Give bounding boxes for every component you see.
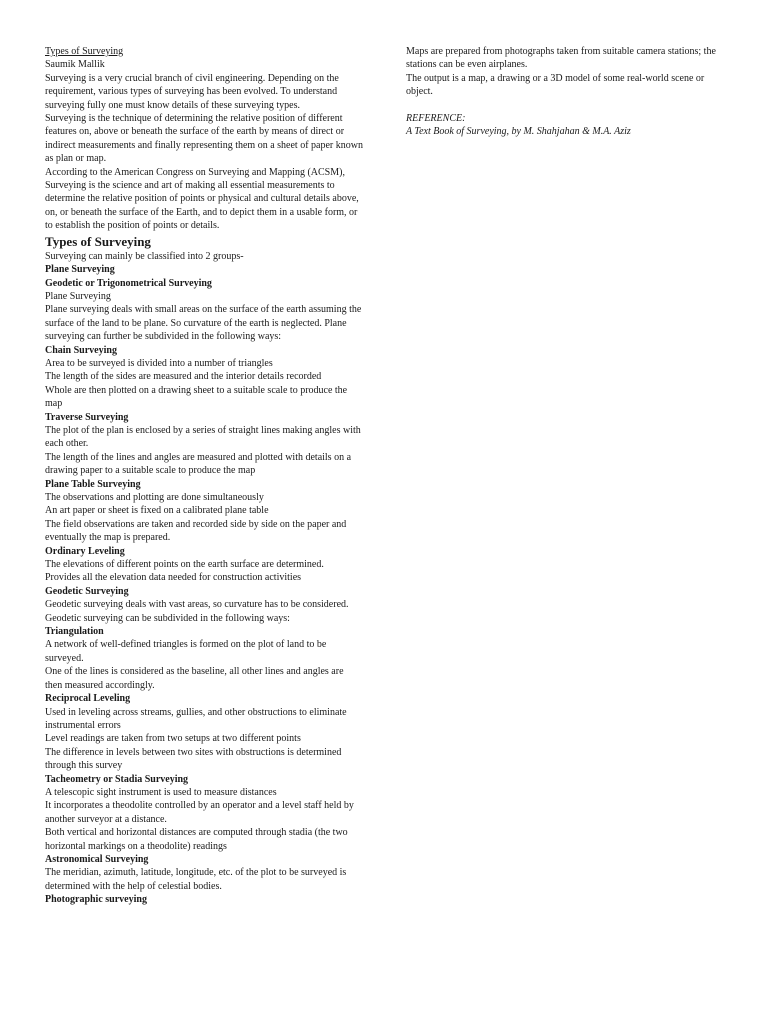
list-item: Area to be surveyed is divided into a number of triangles [45,357,273,369]
subheading-geodetic-surveying: Geodetic Surveying [45,585,129,597]
spacer [406,99,728,112]
plane-description: Plane surveying deals with small areas on the surface of the earth assuming the surface of the land to be plane. So curvature of the earth is neglected. Plane surveying can further be subdivided in the following ways: [45,304,362,343]
right-column [406,45,728,138]
list-item: Used in leveling across streams, gullies, and other obstructions to eliminate instrumental errors [45,706,347,731]
reference-citation: A Text Book of Surveying, by M. Shahjahan & M.A. Aziz [406,126,631,138]
list-item: An art paper or sheet is fixed on a calibrated plane table [45,505,269,517]
group-geodetic-surveying: Geodetic or Trigonometrical Surveying [45,277,212,289]
list-item: One of the lines is considered as the baseline, all other lines and angles are then measured accordingly. [45,666,344,691]
list-item: The plot of the plan is enclosed by a series of straight lines making angles with each other. [45,424,361,450]
subheading-tacheometry: Tacheometry or Stadia Surveying [45,773,189,785]
list-item: The meridian, azimuth, latitude, longitude, etc. of the plot to be surveyed is determined with the help of celestial bodies. [45,867,347,892]
list-item: Both vertical and horizontal distances are computed through stadia (the two horizontal markings on a theodolite) readings [45,827,348,852]
list-item: It incorporates a theodolite controlled by an operator and a level staff held by another surveyor at a distance. [45,800,354,825]
intro-paragraph: According to the American Congress on Surveying and Mapping (ACSM), [45,166,345,178]
list-item: Provides all the elevation data needed for construction activities [45,572,302,584]
subheading-traverse-surveying: Traverse Surveying [45,411,129,423]
list-item: The field observations are taken and recorded side by side on the paper and eventually the map is prepared. [45,518,347,544]
intro-paragraph: Surveying is the science and art of making all essential measurements to determine the relative position of points or physical and cultural details above, on, or beneath the surface of the Earth, and to depict them in a usable form, or to establish the position of points or details. [45,180,359,232]
list-item: The length of the sides are measured and the interior details recorded [45,371,322,383]
reference-label: REFERENCE: [406,112,466,124]
intro-paragraph: Surveying is the technique of determining the relative position of different features on, above or beneath the surface of the earth by means of direct or indirect measurements and finally representing them on a sheet of paper known as plan or map. [45,113,363,165]
list-item: Maps are prepared from photographs taken from suitable camera stations; the stations can be even airplanes. [406,46,716,71]
list-item: The output is a map, a drawing or a 3D model of some real-world scene or object. [406,72,705,98]
list-item: The length of the lines and angles are measured and plotted with details on a drawing paper to a suitable scale to produce the map [45,451,352,477]
group-plane-surveying: Plane Surveying [45,264,115,276]
list-item: A network of well-defined triangles is formed on the plot of land to be surveyed. [45,639,327,664]
list-item: The observations and plotting are done simultaneously [45,492,264,503]
groups-intro: Surveying can mainly be classified into 2 groups- [45,250,244,262]
subheading-ordinary-leveling: Ordinary Leveling [45,545,125,557]
subheading-astronomical-surveying: Astronomical Surveying [45,853,149,865]
author-name: Saumik Mallik [45,59,105,71]
list-item: A telescopic sight instrument is used to measure distances [45,786,277,798]
subheading-reciprocal-leveling: Reciprocal Leveling [45,693,131,705]
left-column [45,45,363,907]
subheading-chain-surveying: Chain Surveying [45,344,117,356]
subheading-plane-table-surveying: Plane Table Surveying [45,478,141,490]
section-heading: Types of Surveying [45,233,151,249]
list-item: Whole are then plotted on a drawing sheet to a suitable scale to produce the map [45,384,348,410]
list-item: The elevations of different points on the earth surface are determined. [45,559,324,571]
subheading-photographic-surveying: Photographic surveying [45,894,147,906]
geodetic-description: Geodetic surveying deals with vast areas, so curvature has to be considered. Geodetic surveying can be subdivided in the following ways: [45,599,349,624]
plane-label: Plane Surveying [45,290,111,302]
list-item: Level readings are taken from two setups at two different points [45,733,301,745]
list-item: The difference in levels between two sites with obstructions is determined through this survey [45,746,342,772]
intro-paragraph: Surveying is a very crucial branch of civil engineering. Depending on the requirement, various types of surveying has been evolved. To understand surveying fully one must know details of these surveying types. [45,72,339,111]
subheading-triangulation: Triangulation [45,626,104,638]
document-title: Types of Surveying [45,46,124,57]
